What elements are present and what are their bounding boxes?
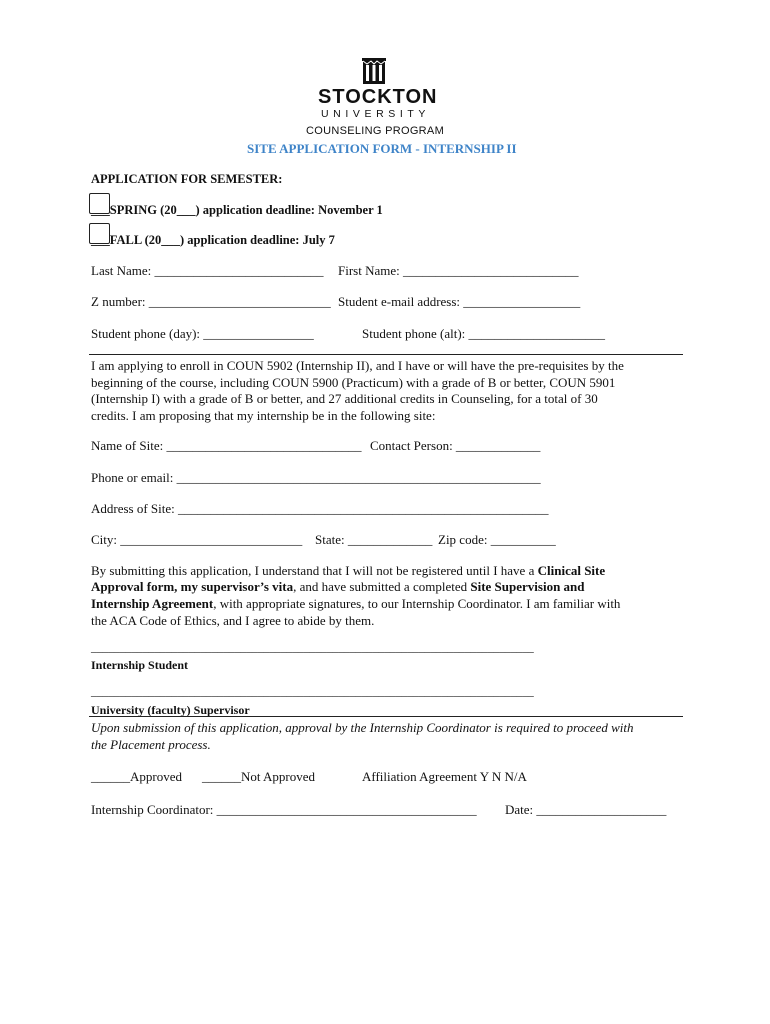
- supervisor-signature-label: University (faculty) Supervisor: [91, 703, 250, 717]
- date-field[interactable]: Date: ____________________: [505, 802, 667, 817]
- agreement-text: By submitting this application, I understand that I will not be registered until I have a: [91, 563, 538, 578]
- agreement-text: , with appropriate signatures, to our Internship Coordinator. I am familiar with: [213, 596, 621, 611]
- agreement-text: , and have submitted a completed: [293, 579, 471, 594]
- zip-field[interactable]: Zip code: __________: [438, 532, 556, 547]
- program-name: COUNSELING PROGRAM: [306, 125, 445, 137]
- site-name-field[interactable]: Name of Site: ______________________________: [91, 438, 362, 453]
- spring-option: ___SPRING (20___) application deadline: November 1: [91, 203, 383, 217]
- student-signature-label: Internship Student: [91, 658, 189, 672]
- form-title: SITE APPLICATION FORM - INTERNSHIP II: [247, 141, 517, 156]
- z-number-field[interactable]: Z number: ____________________________: [91, 294, 331, 309]
- agreement-emphasis: Clinical Site: [537, 563, 606, 578]
- coordinator-signature-field[interactable]: Internship Coordinator: ________________________________________: [91, 802, 477, 817]
- site-address-field[interactable]: Address of Site: _________________________________________________________: [91, 501, 549, 516]
- first-name-field[interactable]: First Name: ___________________________: [338, 263, 579, 278]
- agreement-emphasis: Site Supervision and: [470, 579, 585, 594]
- not-approved-field[interactable]: ______Not Approved: [202, 769, 316, 784]
- agreement-line: [91, 596, 620, 612]
- section-divider: [89, 354, 683, 355]
- supervisor-signature-line[interactable]: _____________________________________________________________________________: [91, 686, 534, 698]
- email-field[interactable]: Student e-mail address: __________________: [338, 294, 581, 309]
- phone-email-field[interactable]: Phone or email: ________________________________________________________: [91, 470, 541, 485]
- intro-line: I am applying to enroll in COUN 5902 (Internship II), and I have or will have the pre-requisites by the: [91, 358, 624, 373]
- semester-heading: APPLICATION FOR SEMESTER:: [91, 172, 283, 186]
- phone-alt-field[interactable]: Student phone (alt): _____________________: [362, 326, 606, 341]
- intro-line: (Internship I) with a grade of B or better, and 27 additional credits in Counseling, for a total of 30: [91, 391, 598, 406]
- last-name-field[interactable]: Last Name: __________________________: [91, 263, 324, 278]
- student-signature-line[interactable]: _____________________________________________________________________________: [91, 642, 534, 654]
- intro-line: credits. I am proposing that my internship be in the following site:: [91, 408, 436, 423]
- city-field[interactable]: City: ____________________________: [91, 532, 303, 547]
- affiliation-agreement: Affiliation Agreement Y N N/A: [362, 769, 527, 784]
- state-field[interactable]: State: _____________: [315, 532, 433, 547]
- university-tower-logo-icon: [361, 58, 387, 84]
- approval-divider: [89, 716, 683, 717]
- approval-note: the Placement process.: [91, 737, 211, 752]
- approved-field[interactable]: ______Approved: [91, 769, 182, 784]
- phone-day-field[interactable]: Student phone (day): _________________: [91, 326, 314, 341]
- brand-name: STOCKTON: [318, 86, 438, 108]
- fall-option: ___FALL (20___) application deadline: July 7: [91, 233, 335, 247]
- agreement-emphasis: Internship Agreement: [91, 596, 214, 611]
- agreement-emphasis: Approval form, my supervisor’s vita: [91, 579, 294, 594]
- agreement-line: [91, 563, 605, 579]
- approval-note: Upon submission of this application, approval by the Internship Coordinator is required to proceed with: [91, 720, 634, 735]
- agreement-line: the ACA Code of Ethics, and I agree to abide by them.: [91, 613, 375, 628]
- brand-subtitle: UNIVERSITY: [321, 108, 431, 120]
- intro-line: beginning of the course, including COUN 5900 (Practicum) with a grade of B or better, COUN 5901: [91, 375, 616, 390]
- contact-person-field[interactable]: Contact Person: _____________: [370, 438, 541, 453]
- agreement-line: [91, 579, 585, 595]
